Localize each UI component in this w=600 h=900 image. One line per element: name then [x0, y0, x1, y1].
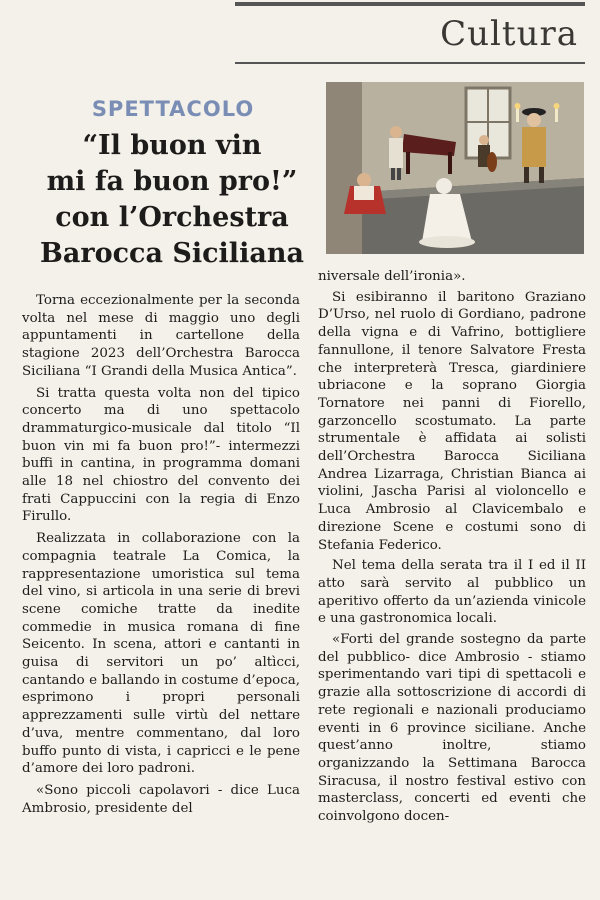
paragraph: Realizzata in collaborazione con la compagnia teatrale La Comica, la rappresentazione umoristica sul tema del vino, si articola in una serie di brevi scene comiche tratte da inedite commedie in musica romana di fine Seicento. In scena, attori e cantanti in guisa di servitori un po’ altìcci, cantando e ballando in costume d’epoca, esprimono i propri personali apprezzamenti sulle virtù del nettare d’uva, mentre commentano, dal loro buffo punto di vista, i capricci e le pene d’amore dei loro padroni.: [22, 531, 300, 777]
section-title: Cultura: [440, 14, 578, 54]
paragraph: Si tratta questa volta non del tipico concerto ma di uno spettacolo drammaturgico-musicale dal titolo “Il buon vin mi fa buon pro!”- intermezzi buffi in cantina, in programma domani alle 18 nel chiostro del convento dei frati Cappuccini con la regia di Enzo Firullo.: [22, 385, 300, 525]
headline-line-1: “Il buon vin: [82, 130, 262, 161]
headline: [22, 128, 322, 272]
paragraph: «Forti del grande sostegno da parte del pubblico- dice Ambrosio - stiamo sperimentando vari tipi di spettacoli e grazie alla sottoscrizione di accordi di rete regionali e nazionali produciamo eventi in 6 province siciliane. Anche quest’anno inoltre, stiamo organizzando la Settimana Barocca Siracusa, il nostro festival estivo con masterclass, concerti ed eventi che coinvolgono docen-: [318, 632, 586, 825]
kicker: SPETTACOLO: [91, 97, 255, 121]
headline-line-2: mi fa buon pro!”: [46, 166, 298, 197]
article-column-left: [22, 292, 300, 817]
headline-line-4: Barocca Siciliana: [40, 238, 304, 269]
paragraph: niversale dell’ironia».: [318, 269, 466, 284]
paragraph: Nel tema della serata tra il I ed il II atto sarà servito al pubblico un aperitivo offerto da un’azienda vinicole e una gastronomica locali.: [318, 558, 586, 627]
article-photo: [326, 82, 584, 254]
headline-line-3: con l’Orchestra: [55, 202, 289, 233]
paragraph: «Sono piccoli capolavori - dice Luca Ambrosio, presidente del: [22, 782, 300, 816]
top-rule: [235, 2, 585, 6]
photo-illustration: [326, 82, 584, 254]
section-rule: [235, 62, 585, 64]
paragraph: Si esibiranno il baritono Graziano D’Urso, nel ruolo di Gordiano, padrone della vigna e di Vafrino, bottigliere fannullone, il tenore Salvatore Fresta che interpreterà Tresca, giardiniere ubriacone e la soprano Giorgia Tornatore nei panni di Fiorello, garzoncello scostumato. La parte strumentale è affidata ai solisti dell’Orchestra Barocca Siciliana Andrea Lizarraga, Christian Bianca ai violini, Jascha Parisi al violoncello e Luca Ambrosio al Clavicembalo e direzione Scene e costumi sono di Stefania Federico.: [318, 289, 586, 553]
article-column-right: [318, 268, 586, 826]
paragraph: Torna eccezionalmente per la seconda volta nel mese di maggio uno degli appuntamenti in cartellone della stagione 2023 dell’Orchestra Barocca Siciliana “I Grandi della Musica Antica”.: [22, 293, 300, 379]
